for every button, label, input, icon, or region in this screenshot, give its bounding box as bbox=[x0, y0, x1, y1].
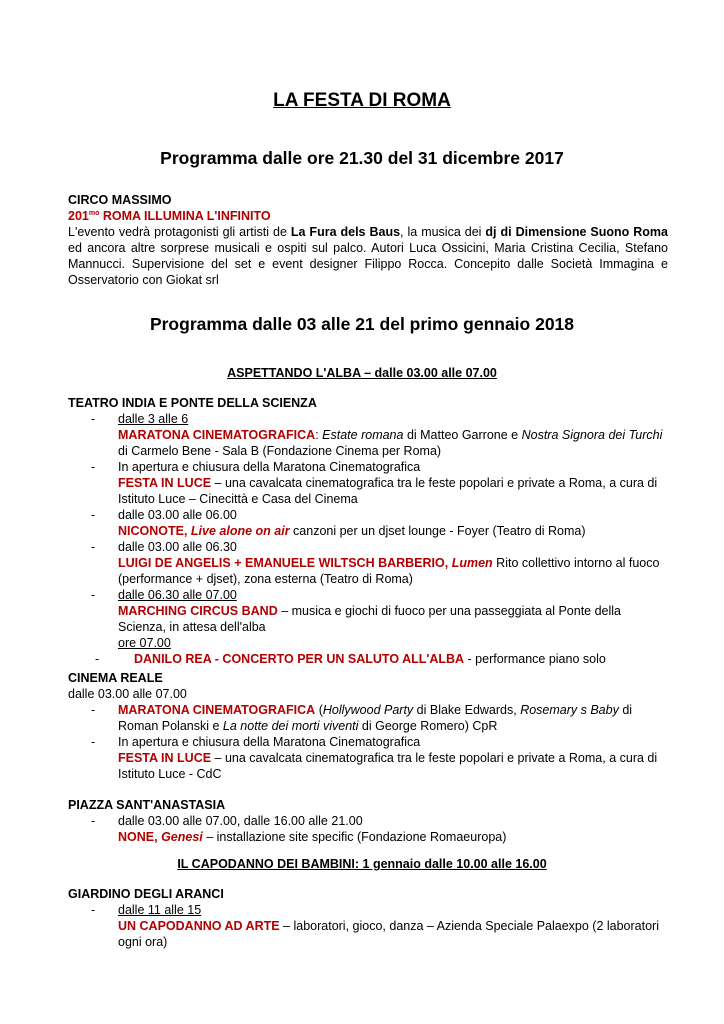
item-title-italic: Lumen bbox=[451, 556, 493, 570]
item-time: dalle 03.00 alle 07.00, dalle 16.00 alle 21.00 bbox=[118, 814, 363, 828]
list-item bbox=[68, 651, 668, 667]
venue-circo-massimo: CIRCO MASSIMO bbox=[68, 193, 172, 207]
desc-bold-1: La Fura dels Baus bbox=[290, 225, 401, 239]
page-title: LA FESTA DI ROMA bbox=[273, 90, 451, 111]
film-title: Estate romana bbox=[322, 428, 404, 442]
item-title: NICONOTE, bbox=[118, 524, 191, 538]
anastasia-block bbox=[68, 797, 668, 845]
item-text: ( bbox=[315, 703, 323, 717]
item-text: – installazione site specific (Fondazione Romaeuropa) bbox=[202, 830, 507, 844]
teatro-india-list bbox=[68, 411, 668, 651]
anastasia-list bbox=[68, 813, 668, 845]
item-text: canzoni per un djset lounge - Foyer (Teatro di Roma) bbox=[289, 524, 586, 538]
list-item bbox=[68, 507, 668, 539]
aranci-list bbox=[68, 902, 668, 950]
item-time: dalle 11 alle 15 bbox=[118, 903, 202, 917]
item-text: – musica e giochi di fuoco per una passeggiata al Ponte della Scienza, in attesa dell'alba bbox=[118, 604, 621, 634]
film-title: Nostra Signora dei Turchi bbox=[521, 428, 663, 442]
item-text: di Roman Polanski e bbox=[118, 703, 633, 733]
circo-massimo-description bbox=[68, 224, 668, 288]
circo-massimo-block bbox=[68, 192, 668, 288]
section-capodanno-bambini: IL CAPODANNO DEI BAMBINI: 1 gennaio dalle 10.00 alle 16.00 bbox=[177, 857, 547, 871]
list-item bbox=[68, 459, 668, 507]
list-item bbox=[68, 902, 668, 950]
item-text: di Blake Edwards, bbox=[413, 703, 521, 717]
desc-bold-2: dj di Dimensione Suono Roma bbox=[485, 225, 668, 239]
desc-text-1: L'evento vedrà protagonisti gli artisti de bbox=[68, 225, 291, 239]
desc-text-3: ed ancora altre sorprese musicali e ospiti sul palco. Autori Luca Ossicini, Maria Cristina Cecilia, Stefano Mannucci. Supervisione del set e event designer Filippo Rocca. Concepito dalle Società Immagina e Osservatorio con Giokat srl bbox=[68, 241, 668, 287]
item-title: FESTA IN LUCE bbox=[118, 476, 212, 490]
item-text: – laboratori, gioco, danza – Azienda Speciale Palaexpo (2 laboratori ogni ora) bbox=[118, 919, 659, 949]
program-heading-jan1: Programma dalle 03 alle 21 del primo gennaio 2018 bbox=[149, 314, 575, 334]
cinema-reale-list bbox=[68, 702, 668, 782]
cinema-reale-time: dalle 03.00 alle 07.00 bbox=[68, 687, 187, 701]
film-title: Rosemary s Baby bbox=[520, 703, 619, 717]
item-time: dalle 03.00 alle 06.00 bbox=[118, 508, 237, 522]
list-item bbox=[68, 539, 668, 587]
item-title: LUIGI DE ANGELIS + EMANUELE WILTSCH BARBERIO, bbox=[118, 556, 452, 570]
event-number-suffix: mo bbox=[88, 209, 100, 217]
item-title: DANILO REA - CONCERTO PER UN SALUTO ALL'ALBA bbox=[134, 652, 465, 666]
event-number: 201 bbox=[68, 209, 89, 223]
item-time: In apertura e chiusura della Maratona Cinematografica bbox=[118, 460, 421, 474]
item-text: – una cavalcata cinematografica tra le feste popolari e private a Roma, a cura di Istituto Luce – Cinecittà e Casa del Cinema bbox=[118, 476, 658, 506]
film-title: La notte dei morti viventi bbox=[222, 719, 359, 733]
venue-teatro-india: TEATRO INDIA E PONTE DELLA SCIENZA bbox=[68, 396, 317, 410]
item-title: NONE, bbox=[118, 830, 162, 844]
item-time: dalle 06.30 alle 07.00 bbox=[118, 588, 237, 602]
item-time: dalle 3 alle 6 bbox=[118, 412, 189, 426]
list-item bbox=[68, 411, 668, 459]
item-time: In apertura e chiusura della Maratona Cinematografica bbox=[118, 735, 421, 749]
venue-giardino-aranci: GIARDINO DEGLI ARANCI bbox=[68, 887, 224, 901]
item-title: MARATONA CINEMATOGRAFICA bbox=[118, 428, 316, 442]
item-title-italic: Live alone on air bbox=[190, 524, 290, 538]
aranci-block bbox=[68, 886, 668, 950]
list-item bbox=[68, 702, 668, 734]
item-time: ore 07.00 bbox=[118, 636, 171, 650]
item-text: : bbox=[315, 428, 323, 442]
item-time: dalle 03.00 alle 06.30 bbox=[118, 540, 237, 554]
event-title-roma-illumina bbox=[68, 208, 668, 224]
venue-piazza-anastasia: PIAZZA SANT'ANASTASIA bbox=[68, 798, 226, 812]
desc-text-2: , la musica dei bbox=[400, 225, 486, 239]
program-heading-dec31: Programma dalle ore 21.30 del 31 dicembre 2017 bbox=[160, 148, 564, 168]
item-text: - performance piano solo bbox=[464, 652, 606, 666]
item-title: MARATONA CINEMATOGRAFICA bbox=[118, 703, 316, 717]
item-text: di Matteo Garrone e bbox=[403, 428, 522, 442]
item-text: di George Romero) CpR bbox=[358, 719, 498, 733]
item-title: UN CAPODANNO AD ARTE bbox=[118, 919, 280, 933]
list-item bbox=[68, 587, 668, 651]
item-title: MARCHING CIRCUS BAND bbox=[118, 604, 278, 618]
teatro-india-block bbox=[68, 395, 668, 667]
film-title: Hollywood Party bbox=[322, 703, 414, 717]
item-title: FESTA IN LUCE bbox=[118, 751, 212, 765]
list-item bbox=[68, 813, 668, 845]
item-title-italic: Genesi bbox=[161, 830, 203, 844]
item-text: – una cavalcata cinematografica tra le feste popolari e private a Roma, a cura di Istituto Luce - CdC bbox=[118, 751, 658, 781]
event-name: ROMA ILLUMINA L'INFINITO bbox=[99, 209, 271, 223]
item-text: di Carmelo Bene - Sala B (Fondazione Cinema per Roma) bbox=[118, 444, 442, 458]
list-item bbox=[68, 734, 668, 782]
cinema-reale-block bbox=[68, 670, 668, 782]
section-aspettando-alba: ASPETTANDO L'ALBA – dalle 03.00 alle 07.00 bbox=[227, 366, 497, 380]
item-text: Rito collettivo intorno al fuoco (performance + djset), zona esterna (Teatro di Roma) bbox=[118, 556, 660, 586]
venue-cinema-reale: CINEMA REALE bbox=[68, 671, 163, 685]
